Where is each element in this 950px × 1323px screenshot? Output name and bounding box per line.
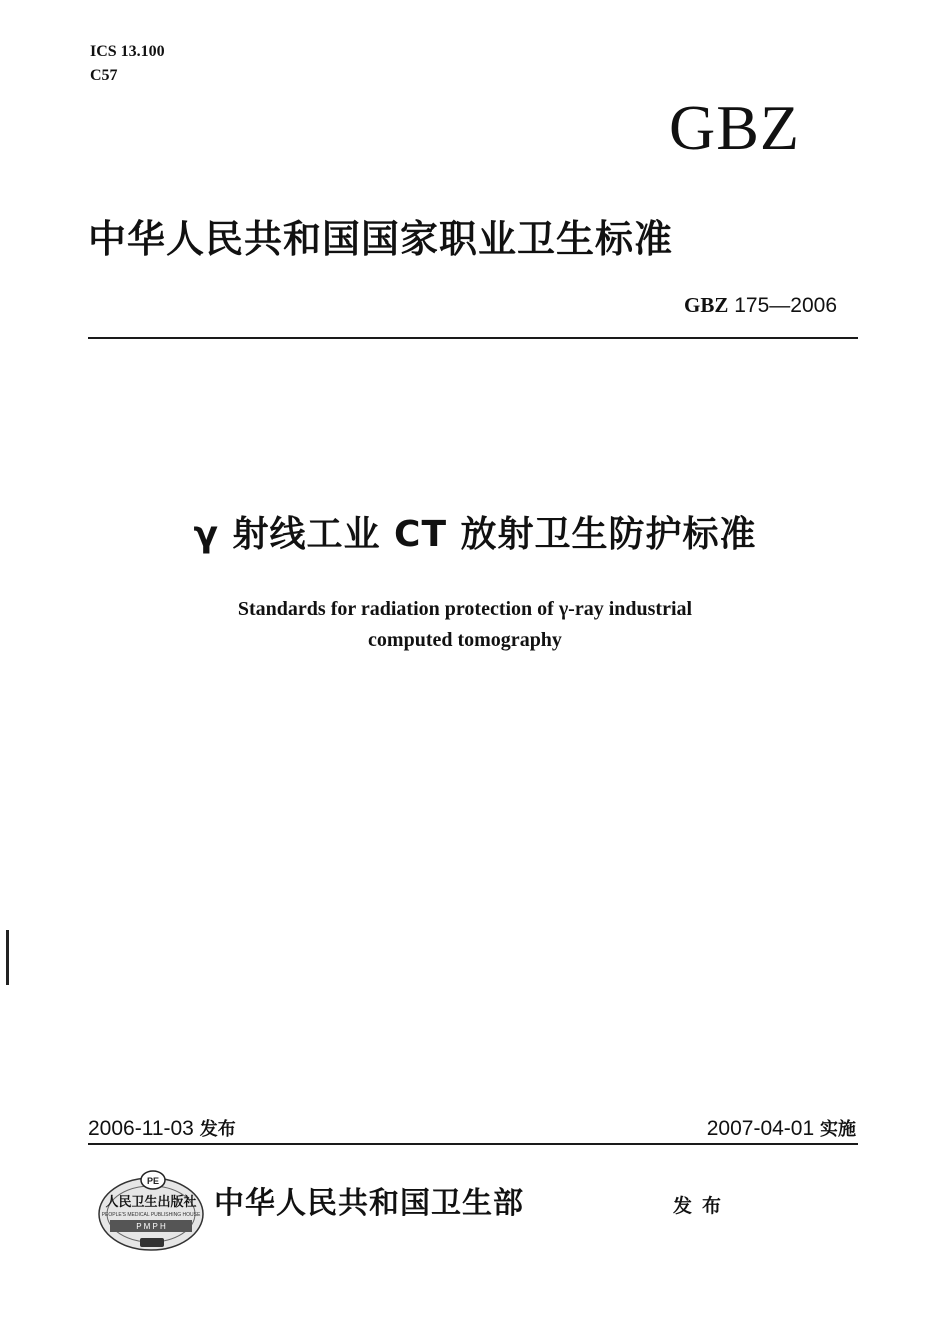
top-divider	[88, 337, 858, 339]
emblem-text: 人民卫生出版社	[105, 1195, 197, 1210]
english-title-line-2: computed tomography	[368, 629, 562, 651]
document-title-chinese: γ 射线工业 CT 放射卫生防护标准	[193, 514, 757, 555]
english-title-line-1: Standards for radiation protection of γ-ray industrial	[237, 598, 693, 620]
implementation-date-suffix: 实施	[820, 1119, 856, 1140]
publisher-name: 中华人民共和国卫生部	[214, 1186, 524, 1221]
ccs-code: C57	[90, 67, 118, 84]
svg-text:PE: PE	[146, 1176, 160, 1186]
ics-code: ICS 13.100	[90, 43, 165, 60]
issue-date	[88, 1116, 236, 1143]
emblem-latin-text: PEOPLE'S MEDICAL PUBLISHING HOUSE	[101, 1212, 201, 1218]
scan-edge-mark	[6, 930, 9, 985]
implementation-date-value: 2007-04-01	[706, 1117, 815, 1140]
issue-date-value: 2006-11-03	[88, 1117, 194, 1140]
publish-label: 发布	[673, 1195, 732, 1217]
publisher-emblem-icon	[96, 1166, 206, 1254]
document-title-english	[0, 594, 930, 656]
national-standard-title: 中华人民共和国国家职业卫生标准	[88, 217, 674, 261]
bottom-divider	[88, 1143, 858, 1145]
standard-number-prefix: GBZ	[684, 293, 729, 317]
standard-number	[684, 292, 837, 319]
standard-number-value: 175—2006	[728, 294, 837, 317]
standard-logo: GBZ	[669, 92, 800, 163]
emblem-letters: P M P H	[136, 1222, 166, 1231]
implementation-date	[707, 1116, 856, 1143]
issue-date-suffix: 发布	[199, 1119, 236, 1140]
